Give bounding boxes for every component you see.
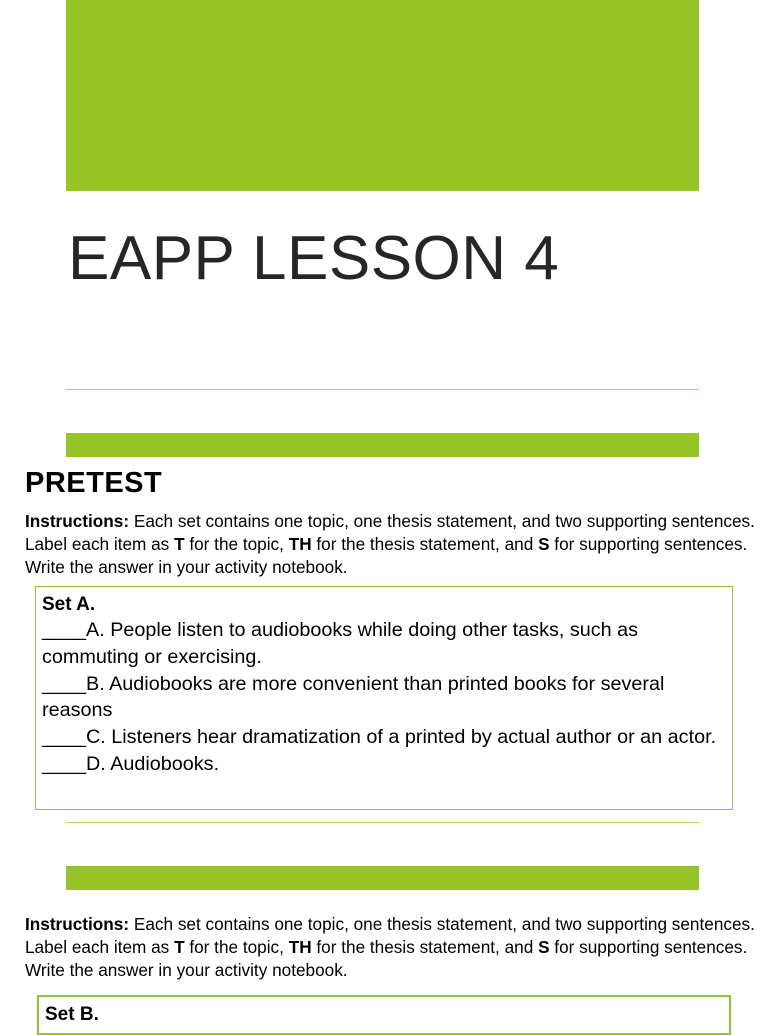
slide-title: EAPP LESSON 4: [68, 224, 560, 293]
slide3-banner: [66, 866, 699, 890]
supporting-code: S: [538, 534, 550, 554]
instructions-label-2: Instructions:: [25, 914, 130, 934]
title-banner: [66, 0, 699, 191]
slide2-banner: [66, 433, 699, 457]
slide1-divider: [66, 389, 699, 390]
slide2-divider: [66, 822, 699, 823]
thesis-code: TH: [288, 534, 312, 554]
pretest-heading: PRETEST: [25, 467, 163, 499]
instructions-label: Instructions:: [25, 511, 130, 531]
set-a-item-a: ____A. People listen to audiobooks while doing other tasks, such as commuting or exercising.: [42, 619, 639, 668]
set-a-label: Set A.: [42, 594, 96, 615]
set-a-item-d: ____D. Audiobooks.: [42, 752, 220, 775]
topic-code: T: [174, 534, 185, 554]
set-a-item-c: ____C. Listeners hear dramatization of a printed by actual author or an actor.: [42, 726, 717, 749]
set-b-label: Set B.: [45, 1004, 99, 1025]
instructions-paragraph: Instructions: Each set contains one topic, one thesis statement, and two supporting sentences. Label each item as T for the topic, TH for the thesis statement, and S for supporting sentences. Write the answer in your activity notebook.: [25, 511, 755, 577]
set-b-box: [37, 995, 731, 1035]
thesis-code-2: TH: [288, 937, 312, 957]
supporting-code-2: S: [538, 937, 550, 957]
topic-code-2: T: [174, 937, 185, 957]
set-a-item-b: ____B. Audiobooks are more convenient than printed books for several reasons: [42, 672, 665, 722]
instructions-paragraph-2: Instructions: Each set contains one topic, one thesis statement, and two supporting sentences. Label each item as T for the topic, TH for the thesis statement, and S for supporting sentences. Write the answer in your activity notebook.: [25, 914, 755, 980]
set-a-box: [35, 586, 733, 810]
